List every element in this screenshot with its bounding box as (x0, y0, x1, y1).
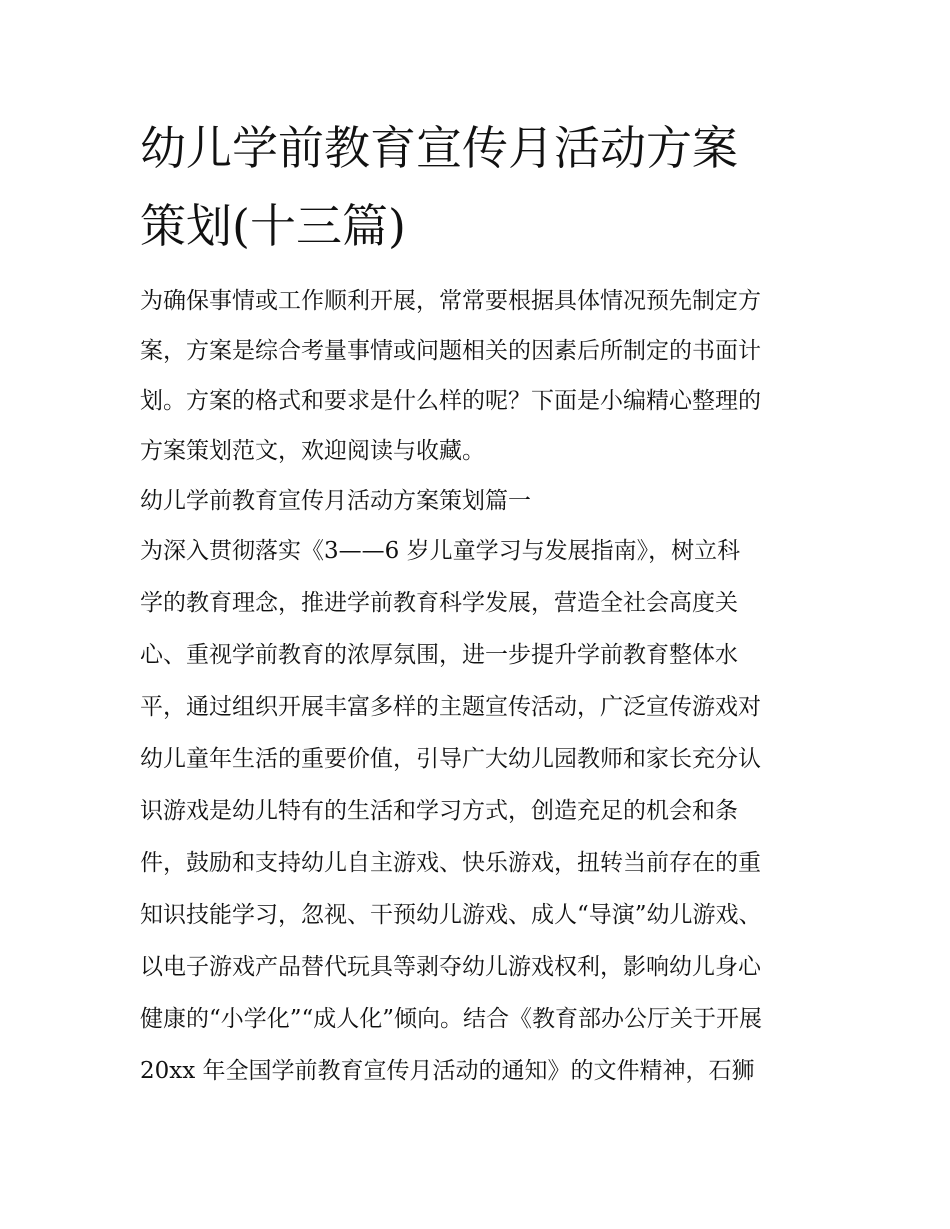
section-line-1: 为深入贯彻落实《3——6 岁儿童学习与发展指南》，树立科 (140, 538, 741, 564)
intro-line-4: 方案策划范文，欢迎阅读与收藏。 (140, 438, 485, 464)
section-line-8: 知识技能学习，忽视、干预幼儿游戏、成人“导演”幼儿游戏、 (140, 902, 762, 928)
section-heading: 幼儿学前教育宣传月活动方案策划篇一 (140, 488, 531, 514)
section-line-5: 幼儿童年生活的重要价值，引导广大幼儿园教师和家长充分认 (140, 746, 761, 772)
intro-line-3: 划。方案的格式和要求是什么样的呢？下面是小编精心整理的 (140, 388, 761, 414)
section-line-9: 以电子游戏产品替代玩具等剥夺幼儿游戏权利，影响幼儿身心 (140, 954, 761, 980)
intro-line-1: 为确保事情或工作顺利开展，常常要根据具体情况预先制定方 (140, 288, 761, 314)
section-line-3: 心、重视学前教育的浓厚氛围，进一步提升学前教育整体水 (140, 642, 738, 668)
section-line-4: 平，通过组织开展丰富多样的主题宣传活动，广泛宣传游戏对 (140, 694, 761, 720)
section-line-11: 20xx 年全国学前教育宣传月活动的通知》的文件精神，石狮 (140, 1058, 755, 1084)
section-line-6: 识游戏是幼儿特有的生活和学习方式，创造充足的机会和条 (140, 798, 738, 824)
section-line-10: 健康的“小学化”“成人化”倾向。结合《教育部办公厅关于开展 (140, 1006, 763, 1032)
section-line-7: 件，鼓励和支持幼儿自主游戏、快乐游戏，扭转当前存在的重 (140, 850, 761, 876)
intro-line-2: 案，方案是综合考量事情或问题相关的因素后所制定的书面计 (140, 338, 761, 364)
document-title-line-1: 幼儿学前教育宣传月活动方案 (140, 121, 738, 175)
section-line-2: 学的教育理念，推进学前教育科学发展，营造全社会高度关 (140, 590, 738, 616)
document-title-line-2: 策划(十三篇) (140, 199, 406, 253)
